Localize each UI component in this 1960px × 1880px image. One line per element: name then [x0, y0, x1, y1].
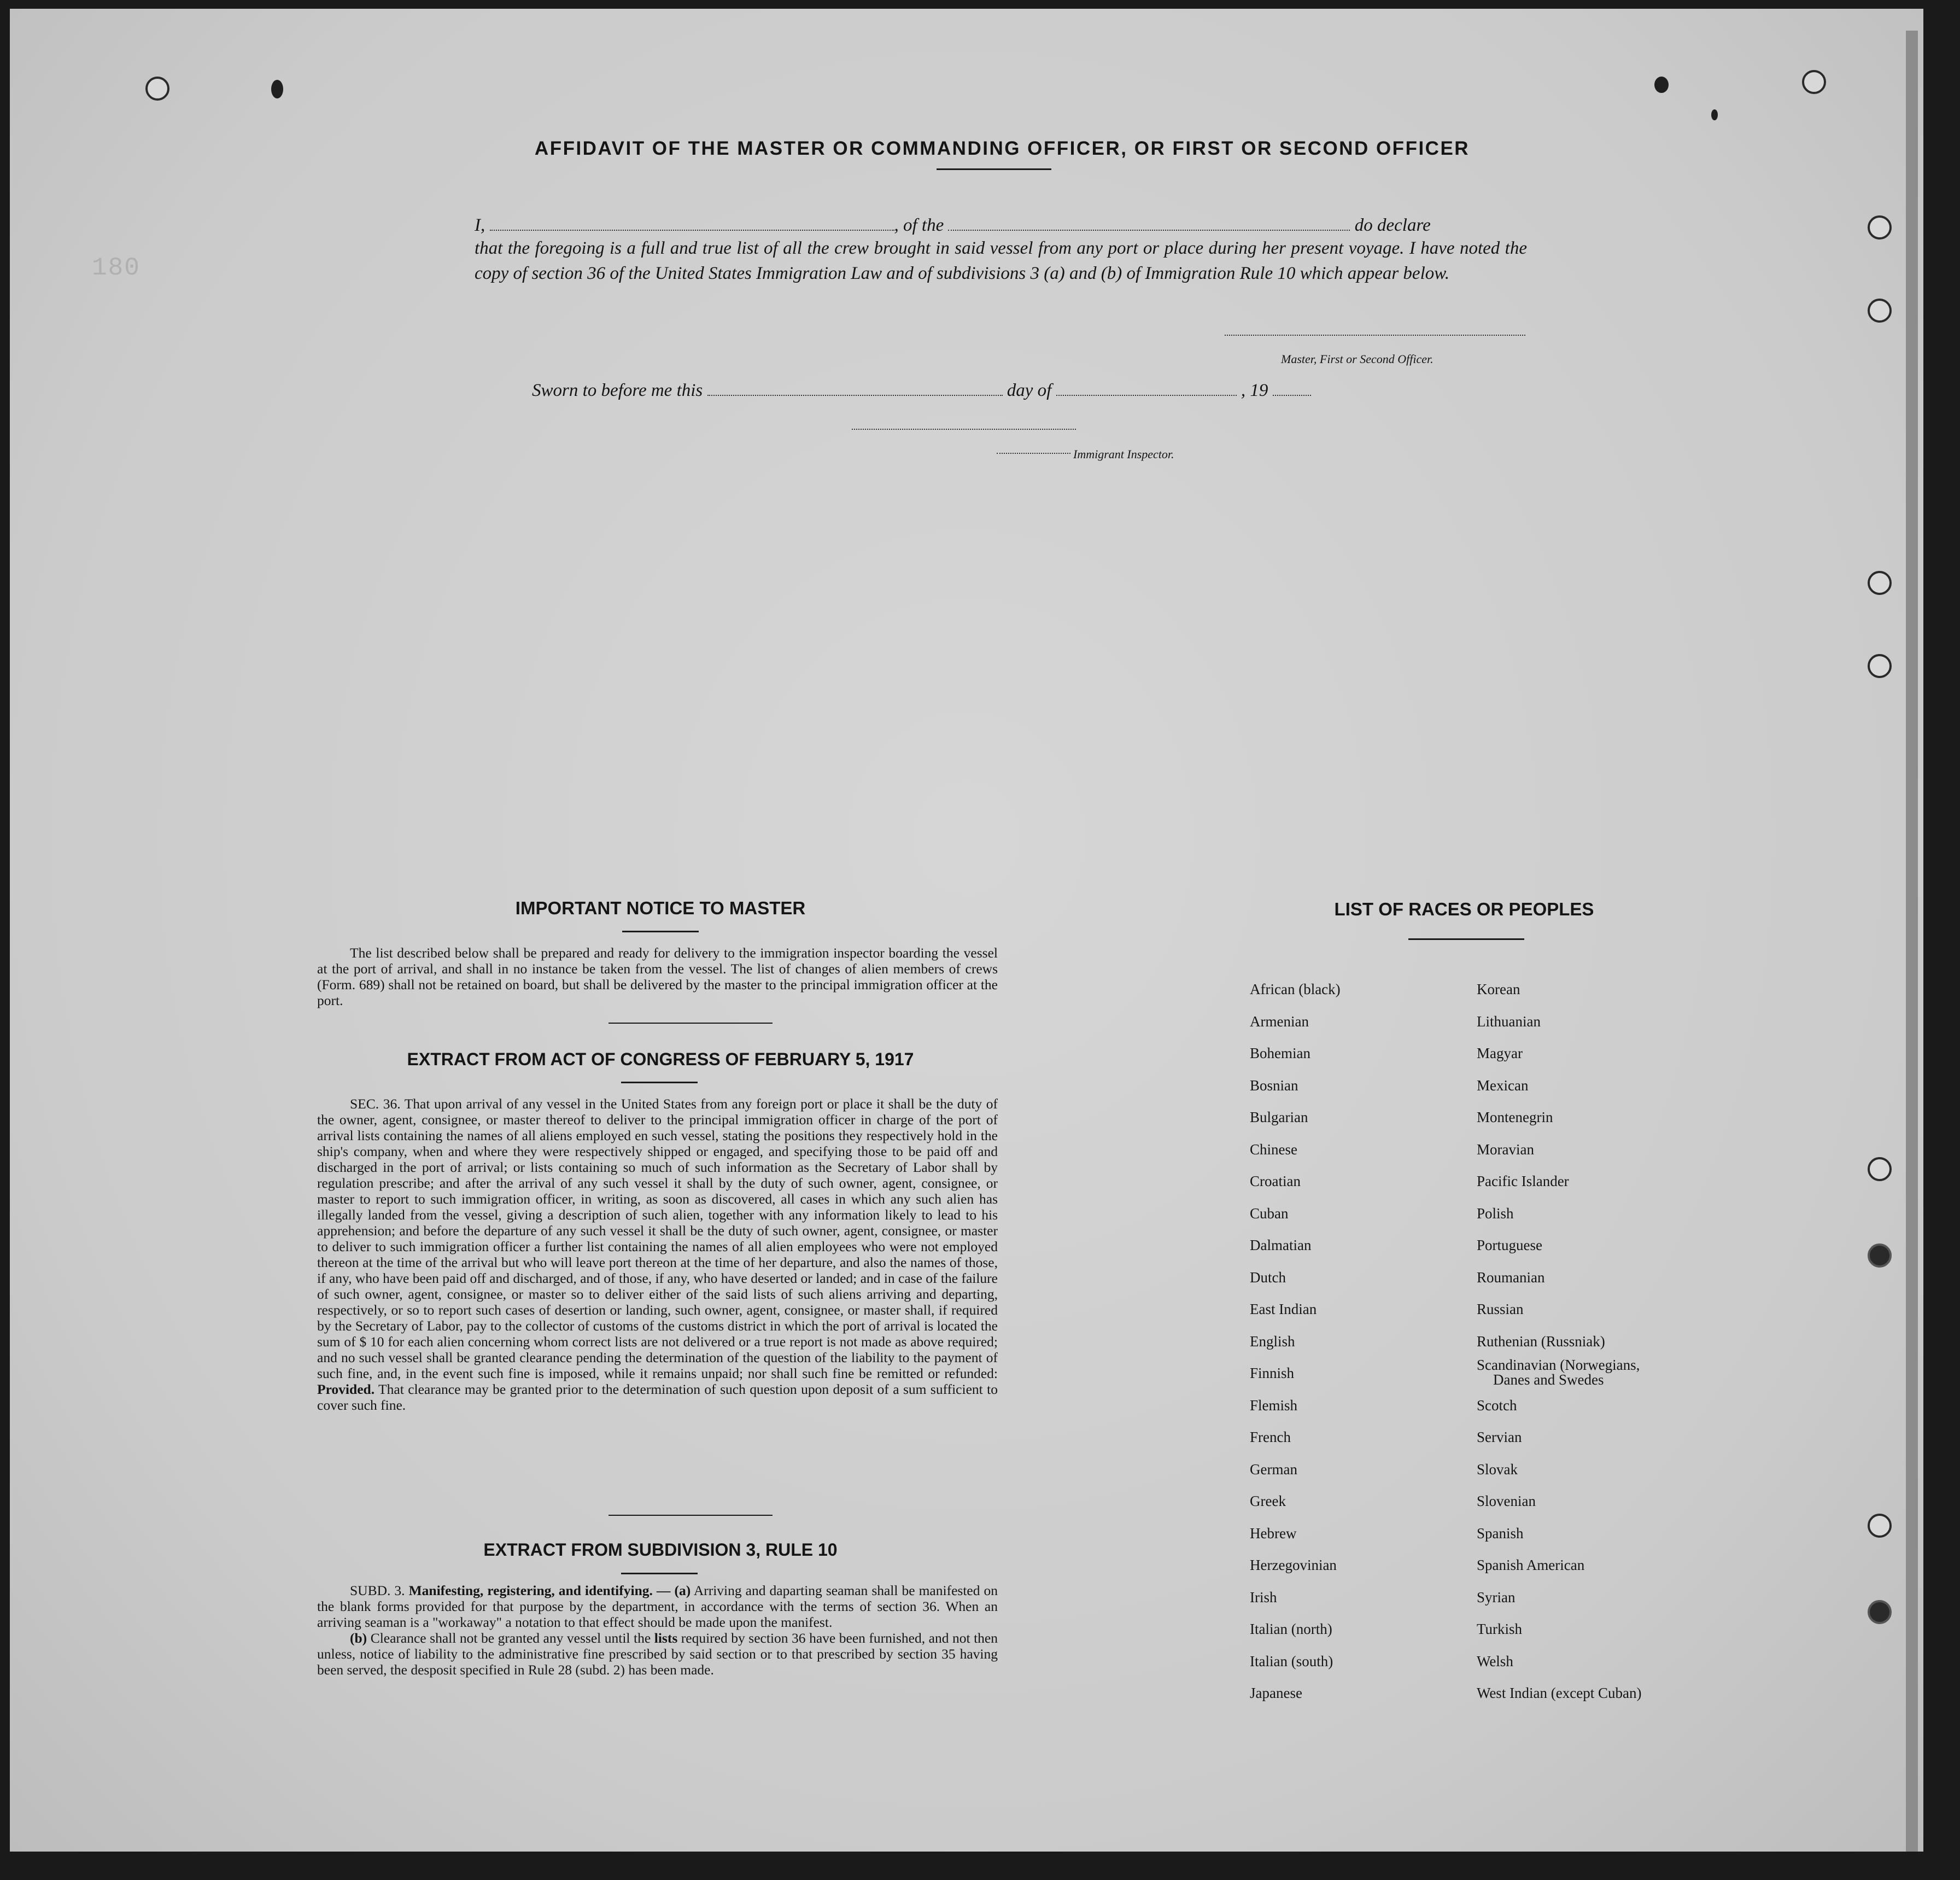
affidavit-i: I, — [475, 215, 485, 235]
race-item: Turkish — [1477, 1621, 1523, 1637]
race-item: Croatian — [1250, 1173, 1301, 1189]
race-item: Bulgarian — [1250, 1109, 1308, 1125]
punch-hole — [1868, 299, 1892, 323]
race-item: Polish — [1477, 1205, 1514, 1222]
affidavit-declare: do declare — [1354, 215, 1431, 235]
margin-number: 180 — [92, 254, 141, 282]
affidavit-title-rule — [937, 168, 1051, 170]
races-list-left — [1250, 973, 1341, 1709]
punch-hole — [145, 77, 169, 101]
affidavit-declaration-line — [475, 215, 1527, 236]
punch-hole — [1868, 654, 1892, 678]
punch-hole — [1802, 70, 1826, 94]
race-item: Welsh — [1477, 1653, 1513, 1669]
race-item: Italian (north) — [1250, 1621, 1332, 1637]
race-item: Dutch — [1250, 1269, 1286, 1286]
subd-a-text: Arriving and daparting seaman shall be manifested on the blank forms provided for that purpose by the department, in accordance with the terms of section 36. When an arriving seaman is a "workaway" a notation to that effect should be made upon the manifest. — [317, 1583, 998, 1630]
rule-body — [317, 1583, 998, 1678]
notice-title-rule — [622, 931, 699, 932]
notice-divider — [609, 1023, 773, 1024]
race-item: Chinese — [1250, 1141, 1297, 1158]
race-item: Flemish — [1250, 1397, 1298, 1414]
race-item: Greek — [1250, 1493, 1286, 1509]
race-item: Bosnian — [1250, 1077, 1298, 1094]
punch-hole — [1868, 215, 1892, 240]
sworn-year-blank[interactable] — [1273, 395, 1311, 396]
notice-text: The list described below shall be prepared and ready for delivery to the immigration inspector boarding the vessel at the port of arrival, and shall in no instance be taken from the vessel. The list of changes of alien members of crews (Form. 689) shall not be retained on board, but shall be delivered by the master to the principal immigration officer at the port. — [317, 945, 998, 1008]
race-item: Magyar — [1477, 1045, 1523, 1061]
punch-hole — [1868, 1157, 1892, 1181]
race-item: Russian — [1477, 1301, 1524, 1317]
affidavit-of-the: , of the — [894, 215, 944, 235]
vessel-blank[interactable] — [948, 230, 1350, 231]
race-item: Spanish — [1477, 1525, 1524, 1542]
rule-title-rule — [621, 1573, 698, 1574]
race-item: East Indian — [1250, 1301, 1317, 1317]
race-item: Slovenian — [1477, 1493, 1536, 1509]
race-item: Hebrew — [1250, 1525, 1297, 1542]
race-item: French — [1250, 1429, 1291, 1445]
race-item: Finnish — [1250, 1365, 1295, 1381]
race-item: Armenian — [1250, 1013, 1309, 1030]
name-blank[interactable] — [490, 230, 894, 231]
subd-b-text: Clearance shall not be granted any vessel until the — [370, 1630, 651, 1646]
sworn-line — [532, 381, 1363, 401]
race-item: Korean — [1477, 981, 1520, 997]
race-item: Spanish American — [1477, 1557, 1585, 1573]
race-item: Scotch — [1477, 1397, 1517, 1414]
ink-smudge — [1654, 77, 1669, 93]
subd-prefix: SUBD. 3. — [350, 1583, 405, 1598]
punch-hole — [1868, 1514, 1892, 1538]
document-page — [10, 9, 1923, 1852]
race-item: Mexican — [1477, 1077, 1529, 1094]
master-signature-line[interactable] — [1225, 335, 1525, 336]
ink-smudge — [1711, 109, 1718, 120]
race-item: Cuban — [1250, 1205, 1289, 1222]
race-item: West Indian (except Cuban) — [1477, 1685, 1642, 1701]
act-title: EXTRACT FROM ACT OF CONGRESS OF FEBRUARY 5, 1917 — [407, 1049, 914, 1069]
act-divider — [609, 1515, 773, 1516]
race-item: Servian — [1477, 1429, 1522, 1445]
race-item: Italian (south) — [1250, 1653, 1333, 1669]
rule-title: EXTRACT FROM SUBDIVISION 3, RULE 10 — [483, 1540, 838, 1560]
race-item: Pacific Islander — [1477, 1173, 1569, 1189]
affidavit-body: that the foregoing is a full and true list of all the crew brought in said vessel from any port or place during her present voyage. I have noted the copy of section 36 of the United States Immigration Law and of subdivisions 3 (a) and (b) of Immigration Rule 10 which appear below. — [475, 238, 1527, 283]
race-item: Montenegrin — [1477, 1109, 1553, 1125]
race-item: English — [1250, 1333, 1295, 1350]
ink-smudge — [271, 80, 283, 98]
act-title-rule — [621, 1082, 698, 1083]
sworn-day-blank[interactable] — [707, 395, 1003, 396]
race-item: Portuguese — [1477, 1237, 1542, 1253]
punch-hole — [1868, 571, 1892, 595]
race-item: Roumanian — [1477, 1269, 1545, 1286]
sworn-year: , 19 — [1241, 381, 1268, 400]
race-item: Moravian — [1477, 1141, 1534, 1158]
master-signature-label: Master, First or Second Officer. — [1281, 352, 1434, 366]
subd-b-label: (b) — [350, 1630, 367, 1646]
act-body — [317, 1096, 998, 1413]
inspector-signature-line[interactable] — [852, 429, 1076, 430]
sworn-prefix: Sworn to before me this — [532, 381, 703, 400]
race-item: Bohemian — [1250, 1045, 1310, 1061]
inspector-signature-line-2 — [997, 453, 1070, 454]
page-edge-shadow — [1906, 31, 1918, 1852]
act-provided: Provided. — [317, 1381, 375, 1397]
race-item: Scandinavian (Norwegians, — [1477, 1357, 1640, 1373]
affidavit-title: AFFIDAVIT OF THE MASTER OR COMMANDING OFFICER, OR FIRST OR SECOND OFFICER — [534, 138, 1470, 159]
race-item: German — [1250, 1461, 1297, 1478]
races-title: LIST OF RACES OR PEOPLES — [1334, 899, 1594, 919]
race-item: Herzegovinian — [1250, 1557, 1337, 1573]
notice-body — [317, 945, 998, 1008]
sworn-month-blank[interactable] — [1056, 395, 1237, 396]
races-title-rule — [1408, 938, 1524, 940]
races-list-right — [1477, 973, 1641, 1709]
race-item: African (black) — [1250, 981, 1341, 997]
subd-b-lists: lists — [654, 1630, 678, 1646]
act-text-end: That clearance may be granted prior to the determination of such question upon deposit of a sum sufficient to cover such fine. — [317, 1381, 998, 1413]
sworn-day-of: day of — [1007, 381, 1052, 400]
punch-hole — [1868, 1600, 1892, 1624]
race-item: Dalmatian — [1250, 1237, 1312, 1253]
subd-b-text-end: required by section 36 have been furnished, and not then unless, notice of liability to the administrative fine prescribed by said section or to that prescribed by section 35 having been served, the desposit specified in Rule 28 (subd. 2) has been made. — [317, 1630, 998, 1678]
race-item: Irish — [1250, 1589, 1277, 1605]
race-item: Danes and Swedes — [1493, 1371, 1604, 1388]
subd-heading: Manifesting, registering, and identifying. — (a) — [408, 1583, 691, 1598]
race-item: Lithuanian — [1477, 1013, 1541, 1030]
notice-title: IMPORTANT NOTICE TO MASTER — [515, 898, 806, 918]
act-text: SEC. 36. That upon arrival of any vessel in the United States from any foreign port or place it shall be the duty of the owner, agent, consignee, or master thereof to deliver to the principal immigration officer in charge of the port of arrival lists containing the names of all aliens employed en such vessel, stating the positions they respectively hold in the ship's company, when and where they were respectively shipped or engaged, and specifying those to be paid off and discharged in the port of arrival; or lists containing so much of such information as the Secretary of Labor shall by regulation prescribe; and after the arrival of any such vessel it shall by the duty of such owner, agent, consignee, or master to report to such immigration officer, in writing, as soon as discovered, all cases in which any such alien has illegally landed from the vessel, giving a description of such alien, together with any information likely to lead to his apprehension; and before the departure of any such vessel it shall be the duty of such owner, agent, consignee, or master to deliver to such immigration officer a further list containing the names of all alien employees who were not employed thereon at the time of the arrival but who will leave port thereon at the time of her departure, and also the names of those, if any, who have been paid off and discharged, and of those, if any, who have deserted or landed; and in case of the failure of such owner, agent, consignee, or master so to deliver either of the said lists of such aliens arriving and departing, respectively, or so to report such cases of desertion or landing, such owner, agent, consignee, or master shall, if required by the Secretary of Labor, pay to the collector of customs of the customs district in which the port of arrival is located the sum of $ 10 for each alien concerning whom correct lists are not delivered or a true report is not made as above required; and no such vessel shall be granted clearance pending the determination of the question of the liability to the payment of such fine, and, in the event such fine is imposed, while it remains unpaid; nor shall such fine be remitted or refunded: — [317, 1096, 998, 1381]
punch-hole — [1868, 1243, 1892, 1268]
race-item: Ruthenian (Russniak) — [1477, 1333, 1605, 1350]
race-item: Syrian — [1477, 1589, 1516, 1605]
inspector-label: Immigrant Inspector. — [1073, 447, 1174, 461]
race-item: Slovak — [1477, 1461, 1518, 1478]
race-item: Japanese — [1250, 1685, 1302, 1701]
